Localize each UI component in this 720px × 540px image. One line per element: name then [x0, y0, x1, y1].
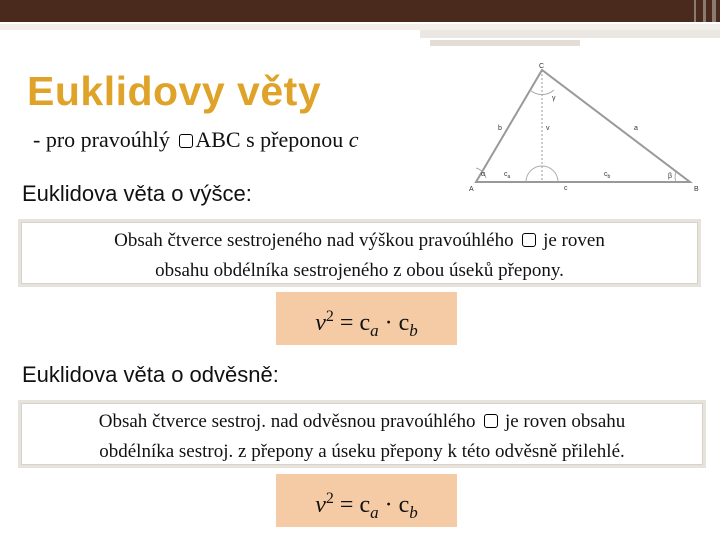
theorem-text-line	[21, 226, 698, 256]
theorem-text-line	[21, 407, 703, 437]
formula-box-height	[276, 292, 457, 345]
angle-label-gamma: γ	[552, 95, 556, 102]
formula-var: c	[359, 492, 371, 518]
slide-subtitle	[33, 127, 359, 153]
theorem-text-line: obdélníka sestroj. z přepony a úseku přepony k této odvěsně přilehlé.	[99, 441, 625, 462]
formula-subscript: b	[409, 503, 418, 522]
formula-equals: =	[333, 310, 360, 336]
formula-subscript: b	[409, 321, 418, 340]
top-bar	[0, 0, 720, 22]
angle-label-alpha: α	[481, 171, 486, 178]
formula-var: v	[315, 492, 326, 518]
formula-dot: ·	[378, 492, 399, 518]
formula-subscript: a	[370, 321, 379, 340]
segment-label-ca: $c_a$	[504, 171, 511, 180]
theorem-text-part: je roven obsahu	[504, 411, 626, 432]
section-heading-height: Euklidova věta o výšce:	[22, 181, 252, 206]
top-bar-accent	[712, 0, 716, 22]
slide-title: Euklidovy věty	[27, 68, 322, 114]
theorem-text-box-height	[18, 219, 701, 287]
triangle-symbol-icon	[522, 233, 536, 247]
side-label-a: a	[634, 125, 638, 132]
formula-var: c	[398, 492, 410, 518]
formula-exponent: 2	[325, 490, 334, 507]
theorem-text-part: je roven	[543, 230, 605, 251]
theorem-text-box-leg	[18, 400, 706, 468]
triangle-symbol-icon	[484, 414, 498, 428]
subtitle-hypotenuse: c	[348, 127, 359, 152]
formula-equals: =	[333, 492, 360, 518]
height-label: v	[546, 125, 550, 132]
formula-var: c	[359, 310, 371, 336]
formula-var: c	[398, 310, 410, 336]
right-triangle-figure	[464, 58, 710, 194]
subtitle-triangle: ABC s přeponou	[195, 127, 344, 152]
theorem-text-part: Obsah čtverce sestroj. nad odvěsnou pravoúhlého	[98, 411, 476, 432]
subtitle-prefix: - pro pravoúhlý	[33, 127, 170, 152]
top-bar-accent	[703, 0, 706, 22]
angle-label-beta: β	[668, 173, 673, 180]
decor-stripe	[430, 40, 580, 46]
side-label-b: b	[498, 125, 502, 132]
theorem-text-line: obsahu obdélníka sestrojeného z obou úseků přepony.	[155, 260, 564, 281]
top-bar-accent	[694, 0, 696, 22]
decor-stripe	[420, 30, 720, 38]
vertex-label-a: A	[469, 186, 474, 193]
formula-box-leg	[276, 474, 457, 527]
formula-var: v	[315, 310, 326, 336]
section-heading-leg: Euklidova věta o odvěsně:	[22, 362, 279, 387]
side-label-c: c	[564, 185, 568, 192]
triangle-symbol-icon	[179, 134, 193, 148]
vertex-label-b: B	[694, 186, 699, 193]
theorem-text-part: Obsah čtverce sestrojeného nad výškou pravoúhlého	[114, 230, 514, 251]
vertex-label-c: C	[539, 63, 545, 70]
segment-label-cb: $c_b$	[604, 171, 611, 180]
formula-subscript: a	[370, 503, 379, 522]
formula-exponent: 2	[325, 308, 334, 325]
formula-dot: ·	[378, 310, 399, 336]
